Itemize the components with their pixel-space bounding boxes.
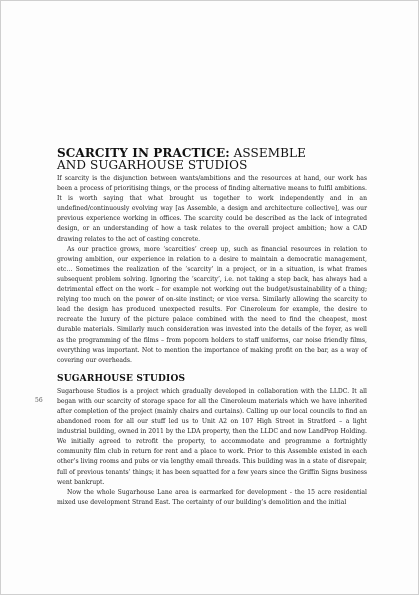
heading-light-part-1: ASSEMBLE: [229, 146, 306, 160]
heading-bold-part: SCARCITY IN PRACTICE:: [57, 146, 230, 160]
heading-light-part-2: AND SUGARHOUSE STUDIOS: [57, 158, 248, 172]
paragraph-1: If scarcity is the disjunction between wants/ambitions and the resources at hand, our work has been a process of prioritising things, or the process of finding alternative means to fulfil ambitions. It is worth saying that what brought us together to work independently and in an undefined/continuously evolving way [as Assemble, a design and architecture collective], was our previous experience working in offices. The scarcity could be described as the lack of integrated design, or an understanding of how a task relates to the overall project ambition; how a CAD drawing relates to the act of casting concrete.: [57, 175, 367, 243]
paragraph-3: Sugarhouse Studios is a project which gradually developed in collaboration with the LLDC. It all began with our scarcity of storage space for all the Cineroleum materials which we have inherited after completion of the project (mainly chairs and curtains). Calling up our local councils to find an abandoned room for all our stuff led us to Unit A2 on 107 High Street in Stratford – a light industrial building, owned in 2011 by the LDA property, then the LLDC and now LandProp Holding. We initially agreed to retrofit the property, to accommodate and programme a fortnightly community film club in return for rent and a place to work. Prior to this Assemble existed in each other’s living rooms and pubs or via lengthy email threads. This building was in a state of disrepair, full of previous tenants’ things; it has been squatted for a few years since the Griffin Signs business went bankrupt.: [57, 387, 367, 486]
paragraph-2: As our practice grows, more ‘scarcities’ creep up, such as financial resources in relation to growing ambition, our experience in relation to a desire to maintain a democratic management, etc... Sometimes the realization of the ‘scarcity’ in a project, or in a situation, is what frames subsequent problem solving. Ignoring the ‘scarcity’, i.e. not taking a step back, has always had a detrimental effect on the work – for example not working out the budget/sustainability of a thing; relying too much on the power of on-site instinct; or vice versa. Similarly allowing the scarcity to lead the design has produced unexpected results. For Cineroleum for example, the desire to recreate the luxury of the picture palace combined with the need to find the cheapest, most durable materials. Similarly much consideration was invested into the details of the foyer, as well as the programming of the films – from popcorn holders to staff uniforms, car noise friendly films, everything was important. Not to mention the importance of making profit on the bar, as a way of covering our overheads.: [57, 245, 367, 364]
section-heading: [57, 147, 367, 171]
article-body: [57, 147, 367, 508]
paragraph-4: Now the whole Sugarhouse Lane area is earmarked for development - the 15 acre residential mixed use development Strand East. The certainty of our building’s demolition and the initial: [57, 488, 367, 506]
page-number: 56: [35, 397, 43, 404]
subsection-heading: SUGARHOUSE STUDIOS: [57, 373, 186, 384]
